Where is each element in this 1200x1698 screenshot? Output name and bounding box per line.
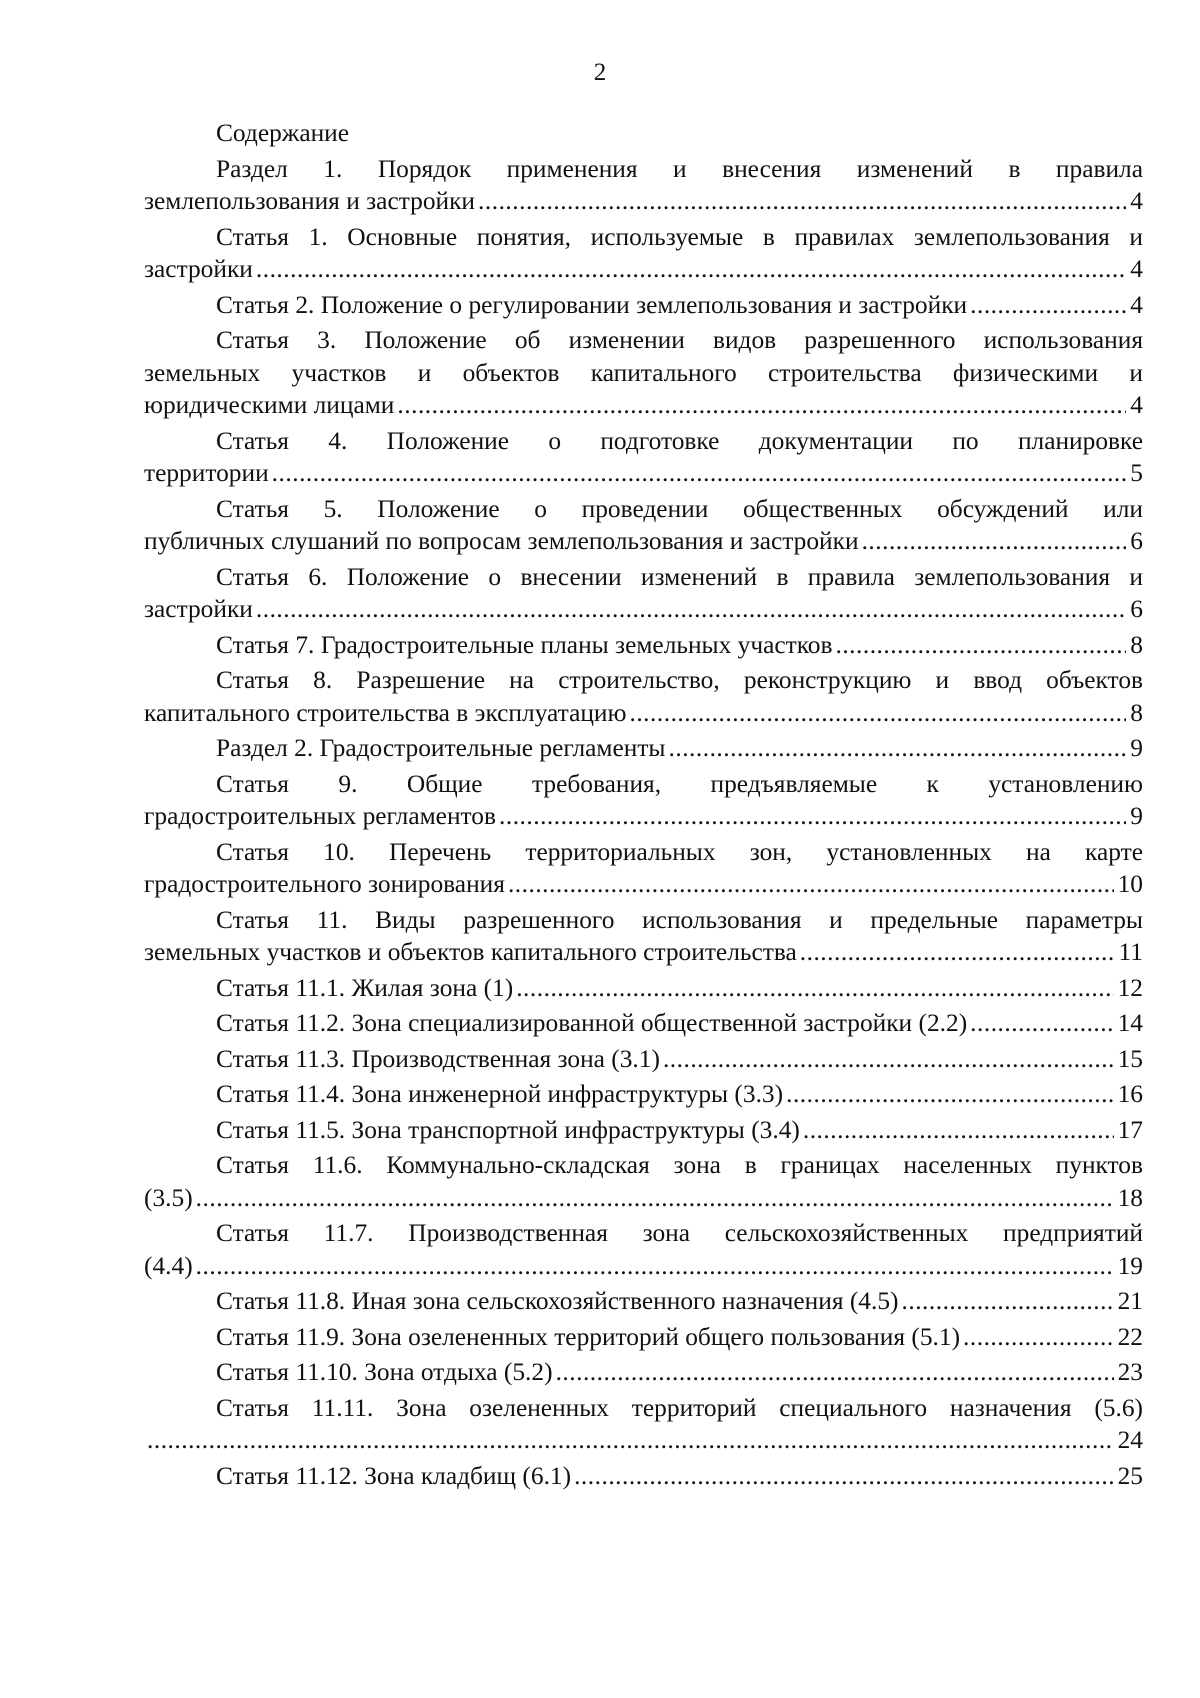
toc-entry bbox=[144, 1460, 1143, 1493]
toc-entry-tail-line bbox=[144, 732, 1143, 765]
toc-entry-page-number: 9 bbox=[1130, 802, 1143, 830]
dot-leader bbox=[803, 1114, 1114, 1147]
toc-entry-title: (3.5) bbox=[144, 1183, 193, 1212]
toc-entry bbox=[144, 629, 1143, 662]
toc-entry-title: публичных слушаний по вопросам землепользования и застройки bbox=[144, 527, 859, 555]
toc-entry-title: Статья 11.9. Зона озелененных территорий общего пользования (5.1) bbox=[216, 1322, 961, 1351]
page-number: 2 bbox=[593, 59, 607, 86]
toc-entry bbox=[144, 1356, 1143, 1389]
toc-entry bbox=[144, 1043, 1143, 1076]
toc-entry-tail-line bbox=[144, 1078, 1143, 1111]
toc-entry-first-line: Статья 11.6. Коммунально-складская зона в границах населенных пунктов bbox=[216, 1151, 1143, 1179]
toc-entry-tail-line bbox=[144, 457, 1143, 490]
toc-entry bbox=[144, 768, 1143, 833]
dot-leader bbox=[196, 1250, 1114, 1283]
toc-entry-first-line: Статья 3. Положение об изменении видов разрешенного использования bbox=[216, 326, 1143, 354]
toc-entry-page-number: 8 bbox=[1130, 630, 1143, 659]
toc-entry-title: Статья 7. Градостроительные планы земельных участков bbox=[216, 630, 833, 659]
dot-leader bbox=[669, 732, 1127, 765]
dot-leader bbox=[256, 593, 1126, 626]
toc-entry-title: Раздел 2. Градостроительные регламенты bbox=[216, 734, 666, 762]
toc-entry-page-number: 8 bbox=[1130, 698, 1143, 727]
dot-leader bbox=[970, 289, 1126, 322]
dot-leader bbox=[902, 1285, 1114, 1318]
toc-entry-first-line: Статья 9. Общие требования, предъявляемые к установлению bbox=[216, 769, 1143, 798]
toc-entry-tail-line bbox=[144, 1285, 1143, 1318]
dot-leader bbox=[478, 185, 1126, 218]
dot-leader bbox=[556, 1356, 1114, 1389]
toc-entry-tail-line bbox=[144, 289, 1143, 322]
toc-entry-tail-line bbox=[144, 972, 1143, 1005]
toc-entry-tail-line bbox=[144, 1182, 1143, 1215]
toc-entry-tail-line bbox=[144, 697, 1143, 730]
toc-entry-title: градостроительных регламентов bbox=[144, 802, 496, 830]
toc-entry-title: застройки bbox=[144, 595, 253, 623]
toc-entry-tail-line bbox=[144, 1424, 1143, 1457]
toc-entry bbox=[144, 1149, 1143, 1214]
toc-entry bbox=[144, 425, 1143, 490]
toc-entry bbox=[144, 289, 1143, 322]
toc-entry-tail-line bbox=[144, 629, 1143, 662]
dot-leader bbox=[835, 629, 1126, 662]
toc-entry-page-number: 6 bbox=[1130, 595, 1143, 623]
toc-entry bbox=[144, 1078, 1143, 1111]
toc-entry-page-number: 6 bbox=[1130, 527, 1143, 555]
toc-entry-tail-line bbox=[144, 1043, 1143, 1076]
toc-entry-tail-line bbox=[144, 1250, 1143, 1283]
toc-entry-page-number: 25 bbox=[1117, 1461, 1143, 1490]
toc-entry-title: Статья 11.4. Зона инженерной инфраструктуры (3.3) bbox=[216, 1080, 784, 1108]
dot-leader bbox=[196, 1182, 1114, 1215]
toc-entry-title: Статья 11.8. Иная зона сельскохозяйственного назначения (4.5) bbox=[216, 1287, 899, 1315]
toc-entries bbox=[144, 153, 1143, 1493]
toc-entry-title: Статья 11.1. Жилая зона (1) bbox=[216, 973, 514, 1002]
toc-entry-first-line: Статья 10. Перечень территориальных зон, установленных на карте bbox=[216, 837, 1143, 866]
toc-entry-tail-line bbox=[144, 936, 1143, 969]
toc-entry bbox=[144, 324, 1143, 422]
toc-entry-page-number: 12 bbox=[1117, 973, 1143, 1002]
toc-entry-page-number: 11 bbox=[1118, 938, 1143, 966]
toc-entry-title: Статья 2. Положение о регулировании землепользования и застройки bbox=[216, 290, 968, 319]
toc-entry-title: территории bbox=[144, 459, 269, 487]
dot-leader bbox=[963, 1321, 1114, 1354]
dot-leader bbox=[256, 253, 1126, 286]
toc-entry-first-line: Статья 4. Положение о подготовке документации по планировке bbox=[216, 426, 1143, 455]
toc-entry bbox=[144, 221, 1143, 286]
toc-entry-page-number: 24 bbox=[1117, 1426, 1143, 1454]
toc-entry-tail-line bbox=[144, 1460, 1143, 1493]
toc-entry-title: Статья 11.3. Производственная зона (3.1) bbox=[216, 1044, 660, 1073]
toc-entry bbox=[144, 904, 1143, 969]
dot-leader bbox=[499, 800, 1126, 833]
toc-entry bbox=[144, 493, 1143, 558]
dot-leader bbox=[147, 1424, 1114, 1457]
toc-entry bbox=[144, 664, 1143, 729]
toc-entry-title: (4.4) bbox=[144, 1251, 193, 1280]
toc-entry-title: землепользования и застройки bbox=[144, 187, 476, 215]
dot-leader bbox=[862, 525, 1127, 558]
toc-entry-tail-line bbox=[144, 593, 1143, 626]
toc-entry-first-line: Раздел 1. Порядок применения и внесения изменений в правила bbox=[216, 154, 1143, 183]
toc-entry-title: юридическими лицами bbox=[144, 391, 395, 419]
toc-entry-tail-line bbox=[144, 253, 1143, 286]
dot-leader bbox=[397, 389, 1126, 422]
toc-entry bbox=[144, 972, 1143, 1005]
toc-entry bbox=[144, 1285, 1143, 1318]
toc-entry-title: застройки bbox=[144, 255, 253, 283]
toc-entry-title: Статья 11.12. Зона кладбищ (6.1) bbox=[216, 1461, 572, 1490]
toc-entry-page-number: 10 bbox=[1117, 870, 1143, 898]
toc-entry-title: Статья 11.5. Зона транспортной инфраструктуры (3.4) bbox=[216, 1115, 800, 1144]
toc-entry bbox=[144, 1217, 1143, 1282]
toc-entry bbox=[144, 836, 1143, 901]
toc-entry bbox=[144, 732, 1143, 765]
toc-entry bbox=[144, 1321, 1143, 1354]
toc-entry bbox=[144, 1007, 1143, 1040]
toc-entry-page-number: 16 bbox=[1117, 1080, 1143, 1108]
toc-title: Содержание bbox=[216, 119, 350, 147]
toc-entry-title: градостроительного зонирования bbox=[144, 870, 505, 898]
toc-entry-title: капитального строительства в эксплуатацию bbox=[144, 698, 627, 727]
dot-leader bbox=[272, 457, 1127, 490]
toc-entry-page-number: 5 bbox=[1130, 459, 1143, 487]
toc-entry-first-line: Статья 6. Положение о внесении изменений в правила землепользования и bbox=[216, 562, 1143, 591]
toc-entry-tail-line bbox=[144, 525, 1143, 558]
dot-leader bbox=[574, 1460, 1114, 1493]
toc-entry-middle-line: земельных участков и объектов капитального строительства физическими и bbox=[144, 358, 1143, 387]
toc-entry-page-number: 4 bbox=[1130, 255, 1143, 283]
toc-entry-tail-line bbox=[144, 1007, 1143, 1040]
toc-entry-page-number: 4 bbox=[1130, 290, 1143, 319]
toc-entry-title: Статья 11.2. Зона специализированной общественной застройки (2.2) bbox=[216, 1009, 968, 1037]
toc-entry-page-number: 21 bbox=[1117, 1287, 1143, 1315]
dot-leader bbox=[663, 1043, 1114, 1076]
toc-entry bbox=[144, 561, 1143, 626]
toc-entry-first-line: Статья 11.7. Производственная зона сельскохозяйственных предприятий bbox=[216, 1219, 1143, 1247]
toc-entry-page-number: 9 bbox=[1130, 734, 1143, 762]
toc-entry-tail-line bbox=[144, 800, 1143, 833]
toc-entry-page-number: 19 bbox=[1117, 1251, 1143, 1280]
toc-entry-page-number: 22 bbox=[1117, 1322, 1143, 1351]
toc-entry-tail-line bbox=[144, 1356, 1143, 1389]
dot-leader bbox=[508, 868, 1114, 901]
dot-leader bbox=[629, 697, 1126, 730]
table-of-contents bbox=[144, 117, 1143, 1495]
toc-entry-tail-line bbox=[144, 1114, 1143, 1147]
toc-entry-page-number: 18 bbox=[1117, 1183, 1143, 1212]
toc-entry-title: земельных участков и объектов капитального строительства bbox=[144, 938, 797, 966]
toc-entry-page-number: 4 bbox=[1130, 391, 1143, 419]
toc-entry-page-number: 17 bbox=[1117, 1115, 1143, 1144]
toc-entry bbox=[144, 1392, 1143, 1457]
toc-entry-page-number: 15 bbox=[1117, 1044, 1143, 1073]
toc-entry-first-line: Статья 5. Положение о проведении общественных обсуждений или bbox=[216, 494, 1143, 523]
dot-leader bbox=[516, 972, 1113, 1005]
toc-entry-title: Статья 11.10. Зона отдыха (5.2) bbox=[216, 1358, 553, 1386]
dot-leader bbox=[800, 936, 1115, 969]
toc-entry-tail-line bbox=[144, 1321, 1143, 1354]
dot-leader bbox=[786, 1078, 1114, 1111]
toc-entry bbox=[144, 153, 1143, 218]
toc-entry-first-line: Статья 8. Разрешение на строительство, реконструкцию и ввод объектов bbox=[216, 666, 1143, 694]
toc-entry-page-number: 4 bbox=[1130, 187, 1143, 215]
toc-entry-tail-line bbox=[144, 868, 1143, 901]
toc-entry-tail-line bbox=[144, 185, 1143, 218]
toc-entry-first-line: Статья 1. Основные понятия, используемые в правилах землепользования и bbox=[216, 222, 1143, 251]
toc-entry bbox=[144, 1114, 1143, 1147]
toc-entry-first-line: Статья 11.11. Зона озелененных территорий специального назначения (5.6) bbox=[216, 1393, 1143, 1422]
dot-leader bbox=[970, 1007, 1113, 1040]
toc-entry-page-number: 23 bbox=[1117, 1358, 1143, 1386]
toc-entry-page-number: 14 bbox=[1117, 1009, 1143, 1037]
toc-entry-tail-line bbox=[144, 389, 1143, 422]
toc-entry-first-line: Статья 11. Виды разрешенного использования и предельные параметры bbox=[216, 905, 1143, 934]
